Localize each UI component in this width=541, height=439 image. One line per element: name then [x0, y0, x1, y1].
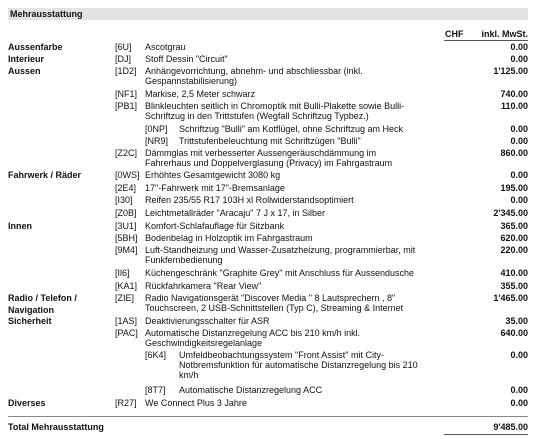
- category-sicherheit: Sicherheit: [8, 316, 52, 326]
- section-title: Mehrausstattung: [8, 8, 528, 20]
- option-price: 355.00: [500, 281, 528, 291]
- option-desc: Automatische Distanzregelung ACC bis 210 km/h inkl.: [145, 328, 361, 338]
- option-desc: Schriftzug "Bulli" am Kotflügel, ohne Schriftzug am Heck: [179, 124, 403, 134]
- option-desc: Bodenbelag in Holzoptik im Fahrgastraum: [145, 233, 313, 243]
- option-price: 860.00: [500, 148, 528, 158]
- option-desc: Automatische Distanzregelung ACC: [179, 385, 323, 395]
- option-desc: Erhöhtes Gesamtgewicht 3080 kg: [145, 170, 281, 180]
- option-price: 0.00: [510, 42, 528, 52]
- option-price: 0.00: [510, 398, 528, 408]
- category-aussen: Aussen: [8, 66, 41, 76]
- option-desc: Dämmglas mit verbesserter Aussengeräuschdämmung im: [145, 148, 377, 158]
- option-code: [R27]: [115, 398, 137, 408]
- option-desc: Notbremsfunktion für automatische Distanzregelung bis 210: [179, 360, 418, 370]
- option-desc: Anhängevorrichtung, abnehm- und abschliessbar (inkl.: [145, 66, 363, 76]
- option-desc: km/h: [179, 370, 199, 380]
- total-underline: [444, 434, 528, 435]
- category-fahrwerk: Fahrwerk / Räder: [8, 170, 82, 180]
- option-desc: Stoff Dessin "Circuit": [145, 54, 228, 64]
- option-price: 620.00: [500, 233, 528, 243]
- option-code: [0WS]: [115, 170, 140, 180]
- option-desc: Funkfernbedienung: [145, 255, 223, 265]
- option-price: 640.00: [500, 328, 528, 338]
- category-interieur: Interieur: [8, 54, 45, 64]
- option-desc: Deaktivierungsschalter für ASR: [145, 316, 270, 326]
- option-desc: Reifen 235/55 R17 103H xl Rollwiderstandsoptimiert: [145, 195, 354, 205]
- option-price: 0.00: [510, 136, 528, 146]
- option-code: [6U]: [115, 42, 132, 52]
- option-code: [PB1]: [115, 101, 138, 111]
- option-code: [ZIE]: [115, 293, 135, 303]
- option-price: 35.00: [505, 316, 528, 326]
- option-price: 220.00: [500, 245, 528, 255]
- option-price: 110.00: [500, 101, 528, 111]
- option-code: [I30]: [115, 195, 133, 205]
- option-price: 0.00: [510, 124, 528, 134]
- total-value: 9'485.00: [493, 422, 528, 432]
- category-innen: Innen: [8, 221, 32, 231]
- option-code: [PAC]: [115, 328, 138, 338]
- option-price: 0.00: [510, 385, 528, 395]
- option-price: 1'125.00: [493, 66, 528, 76]
- category-radio-line2: Navigation: [8, 305, 55, 315]
- option-code: [Z2C]: [115, 148, 138, 158]
- option-code: [9M4]: [115, 245, 138, 255]
- option-code: [1AS]: [115, 316, 138, 326]
- option-desc: Rückfahrkamera "Rear View": [145, 281, 262, 291]
- option-desc: Ascotgrau: [145, 42, 186, 52]
- option-code: [DJ]: [115, 54, 132, 64]
- option-code: [3U1]: [115, 221, 137, 231]
- option-desc: Trittstufenbeleuchtung mit Schriftzügen "Bulli": [179, 136, 361, 146]
- option-desc: Schriftzug in den Trittstufen (Wegfall Schriftzug Typbez.): [145, 111, 369, 121]
- option-desc: Radio Navigationsgerät "Discover Media " 8 Lautsprechern , 8": [145, 293, 396, 303]
- option-code: [Il6]: [115, 268, 130, 278]
- category-diverses: Diverses: [8, 398, 46, 408]
- option-price: 365.00: [500, 221, 528, 231]
- option-code: [NF1]: [115, 89, 138, 99]
- option-price: 0.00: [510, 170, 528, 180]
- option-price: 0.00: [510, 350, 528, 360]
- option-desc: Blinkleuchten seitlich in Chromoptik mit Bulli-Plakette sowie Bulli-: [145, 101, 405, 111]
- option-code: [0NP]: [145, 124, 168, 134]
- option-desc: 17"-Fahrwerk mit 17"-Bremsanlage: [145, 183, 285, 193]
- option-price: 2'345.00: [493, 208, 528, 218]
- option-code: [Z0B]: [115, 208, 137, 218]
- option-desc: Geschwindigkeitsregelanlage: [145, 338, 263, 348]
- option-desc: Gespannstabilisierung): [145, 76, 238, 86]
- option-code: [NR9]: [145, 136, 169, 146]
- option-desc: Markise, 2,5 Meter schwarz: [145, 89, 256, 99]
- option-code: [2E4]: [115, 183, 137, 193]
- option-price: 410.00: [500, 268, 528, 278]
- currency-header: CHF: [445, 29, 464, 39]
- option-price: 195.00: [500, 183, 528, 193]
- option-desc: Touchscreen, 2 USB-Schnittstellen (Typ C), Streaming & Internet: [145, 303, 404, 313]
- option-code: [5BH]: [115, 233, 138, 243]
- option-desc: Komfort-Schlafauflage für Sitzbank: [145, 221, 285, 231]
- header-underline: [444, 40, 528, 41]
- option-desc: Fahrerhaus und Doppelverglasung (Privacy) im Fahrgastraum: [145, 158, 393, 168]
- option-price: 740.00: [500, 89, 528, 99]
- total-label: Total Mehrausstattung: [8, 422, 104, 432]
- option-desc: Umfeldbeobachtungssystem "Front Assist" mit City-: [179, 350, 384, 360]
- option-code: [8T7]: [145, 385, 166, 395]
- option-price: 0.00: [510, 195, 528, 205]
- option-price: 0.00: [510, 54, 528, 64]
- category-radio-line1: Radio / Telefon /: [8, 293, 77, 303]
- option-price: 1'465.00: [493, 293, 528, 303]
- option-code: [KA1]: [115, 281, 138, 291]
- option-desc: Küchengeschränk "Graphite Grey" mit Anschluss für Aussendusche: [145, 268, 415, 278]
- total-separator: [8, 416, 528, 417]
- option-desc: We Connect Plus 3 Jahre: [145, 398, 247, 408]
- option-desc: Luft-Standheizung und Wasser-Zusatzheizung, programmierbar, mit: [145, 245, 416, 255]
- option-code: [6K4]: [145, 350, 167, 360]
- tax-header: inkl. MwSt.: [481, 29, 528, 39]
- option-desc: Leichtmetallräder "Aracaju" 7 J x 17, in Silber: [145, 208, 325, 218]
- option-code: [1D2]: [115, 66, 137, 76]
- category-aussenfarbe: Aussenfarbe: [8, 42, 63, 52]
